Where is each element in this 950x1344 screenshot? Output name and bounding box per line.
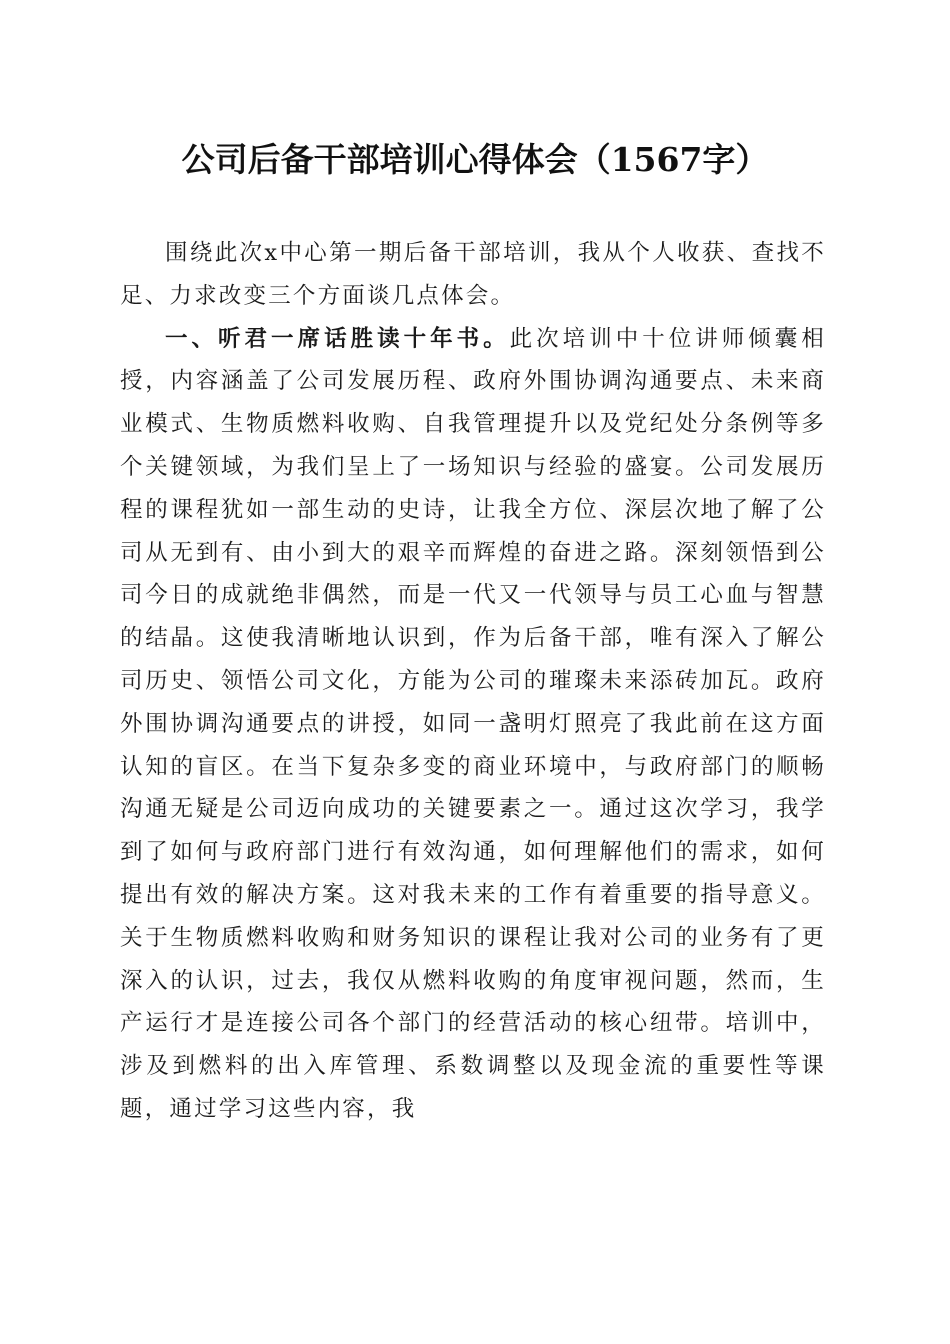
section-1-paragraph xyxy=(120,318,826,1131)
section-1-heading: 一、听君一席话胜读十年书。 xyxy=(165,325,510,352)
intro-paragraph: 围绕此次x中心第一期后备干部培训，我从个人收获、查找不足、力求改变三个方面谈几点体会。 xyxy=(120,240,826,309)
document-body xyxy=(120,232,826,1131)
document-title: 公司后备干部培训心得体会（1567字） xyxy=(181,140,769,179)
section-1-body: 此次培训中十位讲师倾囊相授，内容涵盖了公司发展历程、政府外围协调沟通要点、未来商业模式、生物质燃料收购、自我管理提升以及党纪处分条例等多个关键领域，为我们呈上了一场知识与经验的盛宴。公司发展历程的课程犹如一部生动的史诗，让我全方位、深层次地了解了公司从无到有、由小到大的艰辛而辉煌的奋进之路。深刻领悟到公司今日的成就绝非偶然，而是一代又一代领导与员工心血与智慧的结晶。这使我清晰地认识到，作为后备干部，唯有深入了解公司历史、领悟公司文化，方能为公司的璀璨未来添砖加瓦。政府外围协调沟通要点的讲授，如同一盏明灯照亮了我此前在这方面认知的盲区。在当下复杂多变的商业环境中，与政府部门的顺畅沟通无疑是公司迈向成功的关键要素之一。通过这次学习，我学到了如何与政府部门进行有效沟通，如何理解他们的需求，如何提出有效的解决方案。这对我未来的工作有着重要的指导意义。关于生物质燃料收购和财务知识的课程让我对公司的业务有了更深入的认识，过去，我仅从燃料收购的角度审视问题，然而，生产运行才是连接公司各个部门的经营活动的核心纽带。培训中，涉及到燃料的出入库管理、系数调整以及现金流的重要性等课题，通过学习这些内容，我 xyxy=(120,325,826,1122)
